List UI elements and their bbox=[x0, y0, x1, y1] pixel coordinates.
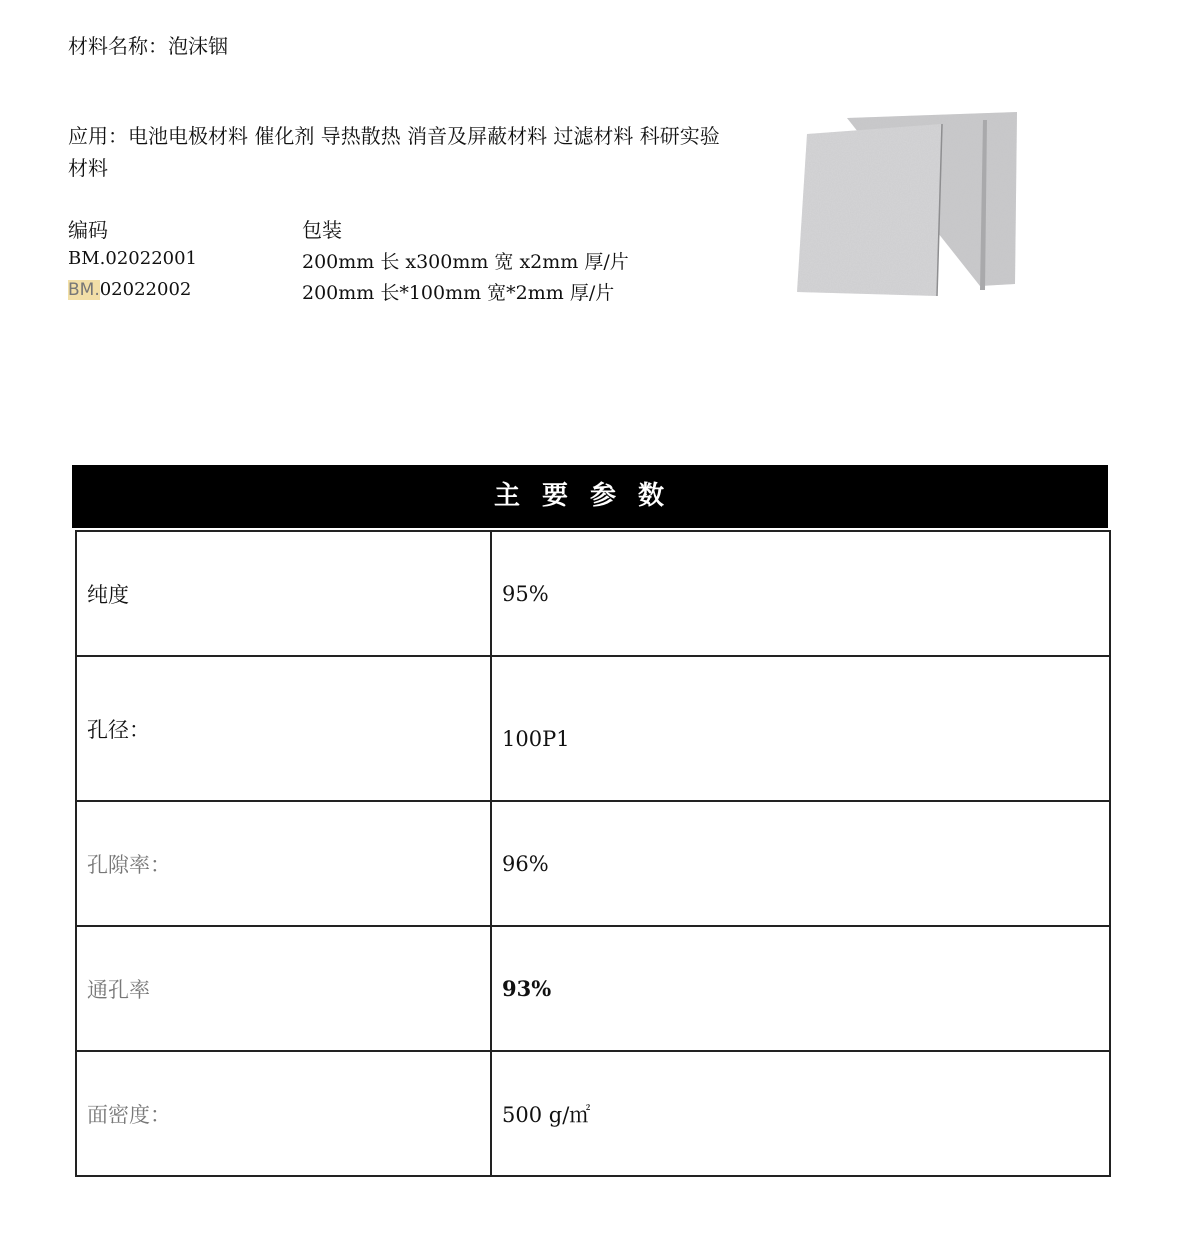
code-row-1 bbox=[68, 248, 197, 269]
package-row-2: 200mm 长*100mm 宽*2mm 厚/片 bbox=[302, 282, 615, 304]
application-text: 应用：电池电极材料 催化剂 导热散热 消音及屏蔽材料 过滤材料 科研实验材料 bbox=[68, 124, 720, 180]
code-number: 02022002 bbox=[99, 279, 192, 300]
code-number: 02022001 bbox=[105, 248, 198, 269]
param-label-areal-density: 面密度： bbox=[76, 1051, 491, 1176]
table-row bbox=[76, 926, 1110, 1051]
material-name: 材料名称：泡沫铟 bbox=[68, 34, 228, 58]
param-value-pore-size: 100P1 bbox=[491, 656, 1110, 801]
code-prefix-highlighted: BM. bbox=[68, 280, 100, 300]
table-row bbox=[76, 656, 1110, 801]
package-row-1: 200mm 长 x300mm 宽 x2mm 厚/片 bbox=[302, 251, 629, 273]
param-value-open-porosity: 93% bbox=[491, 926, 1110, 1051]
param-label-pore-size: 孔径： bbox=[76, 656, 491, 801]
params-table-title: 主要参数 bbox=[72, 465, 1108, 528]
param-value-purity: 95% bbox=[491, 531, 1110, 656]
package-header: 包装 bbox=[302, 218, 342, 242]
code-prefix: BM. bbox=[68, 248, 106, 269]
code-header: 编码 bbox=[68, 218, 108, 242]
param-label-purity: 纯度 bbox=[76, 531, 491, 656]
table-row bbox=[76, 801, 1110, 926]
table-row bbox=[76, 1051, 1110, 1176]
param-label-open-porosity: 通孔率 bbox=[76, 926, 491, 1051]
table-row bbox=[76, 531, 1110, 656]
foam-sheet-image bbox=[795, 108, 1020, 298]
param-value-porosity: 96% bbox=[491, 801, 1110, 926]
param-value-areal-density: 500 g/㎡ bbox=[491, 1051, 1110, 1176]
params-table bbox=[75, 530, 1111, 1177]
param-label-porosity: 孔隙率： bbox=[76, 801, 491, 926]
code-row-2 bbox=[68, 279, 191, 300]
